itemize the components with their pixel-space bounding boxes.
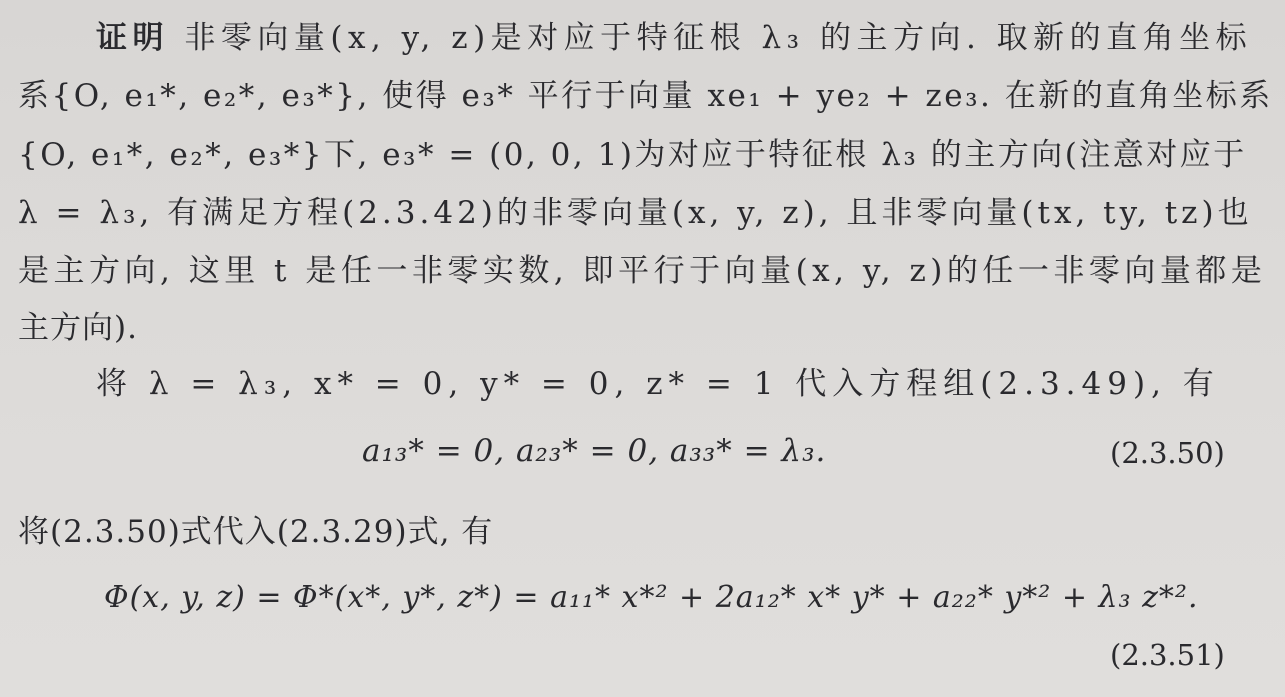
equation-2-3-50: a₁₃* = 0, a₂₃* = 0, a₃₃* = λ₃. <box>362 433 827 469</box>
text-line-7: 将 λ = λ₃, x* = 0, y* = 0, z* = 1 代入方程组(2.3.49), 有 <box>96 366 1220 402</box>
equation-number-2-3-50: (2.3.50) <box>1110 436 1225 470</box>
text-line-4: λ = λ₃, 有满足方程(2.3.42)的非零向量(x, y, z), 且非零向量(tx, ty, tz)也 <box>18 195 1253 231</box>
text-line-1: 证明 非零向量(x, y, z)是对应于特征根 λ₃ 的主方向. 取新的直角坐标 <box>96 20 1253 56</box>
text-line-5: 是主方向, 这里 t 是任一非零实数, 即平行于向量(x, y, z)的任一非零向量都是 <box>18 253 1267 289</box>
text-line-3: {O, e₁*, e₂*, e₃*}下, e₃* = (0, 0, 1)为对应于特征根 λ₃ 的主方向(注意对应于 <box>18 137 1247 173</box>
equation-2-3-51: Φ(x, y, z) = Φ*(x*, y*, z*) = a₁₁* x*² + 2a₁₂* x* y* + a₂₂* y*² + λ₃ z*². <box>104 580 1199 615</box>
proof-label: 证明 <box>96 20 169 56</box>
text-line-2: 系{O, e₁*, e₂*, e₃*}, 使得 e₃* 平行于向量 xe₁ + ye₂ + ze₃. 在新的直角坐标系 <box>18 78 1273 114</box>
equation-number-2-3-51: (2.3.51) <box>1110 638 1225 672</box>
text-line-6: 主方向). <box>18 310 138 346</box>
text-line-8: 将(2.3.50)式代入(2.3.29)式, 有 <box>18 514 494 550</box>
